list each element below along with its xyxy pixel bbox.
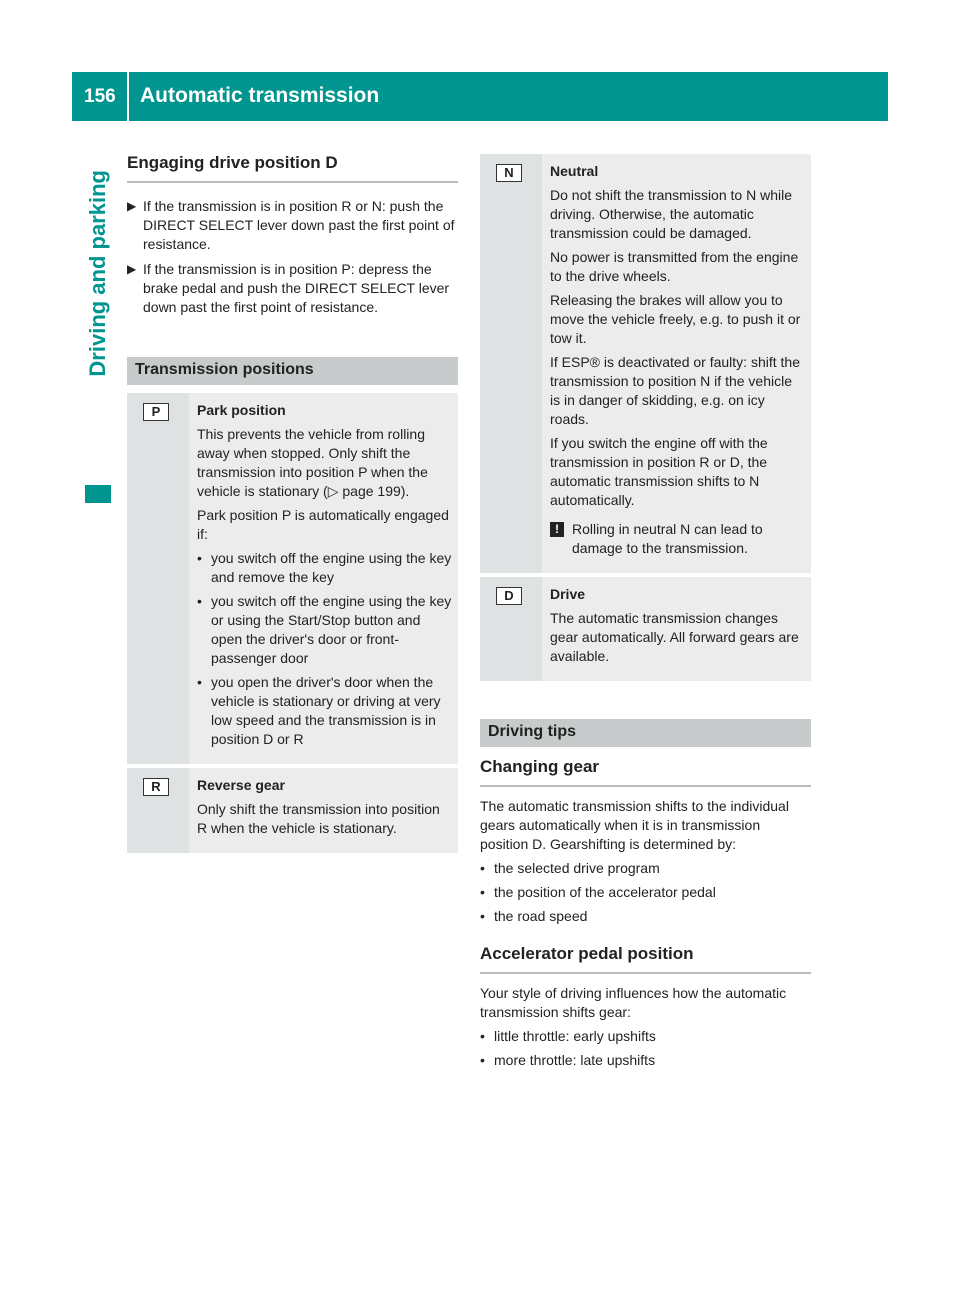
bullet-icon: •: [480, 860, 485, 876]
table-row: [480, 154, 811, 573]
row-text: This prevents the vehicle from rolling away when stopped. Only shift the transmission into position P when the vehicle is stationary (▷ page 199).: [197, 426, 428, 499]
key-cell: [127, 768, 189, 853]
body-text: Your style of driving influences how the automatic transmission shifts gear:: [480, 985, 787, 1020]
step-text: If the transmission is in position P: depress the brake pedal and push the DIRECT SELECT lever down past the first point of resistance.: [143, 261, 450, 315]
step-item: [127, 197, 458, 254]
side-tab-label: Driving and parking: [85, 170, 110, 377]
left-column: [127, 153, 458, 853]
step-arrow-icon: ▶: [127, 199, 137, 213]
value-cell: [189, 768, 458, 853]
bullet-icon: •: [480, 908, 485, 924]
warning-icon: !: [550, 522, 564, 537]
bullet-icon: •: [197, 674, 202, 690]
row-text: Only shift the transmission into position R when the vehicle is stationary.: [197, 801, 440, 836]
bullet-item: • the selected drive program: [480, 860, 660, 876]
table-row: [480, 577, 811, 681]
bullet-item: • little throttle: early upshifts: [480, 1028, 656, 1044]
side-tab-marker: [85, 485, 111, 503]
key-cell: [480, 154, 542, 573]
key-cell: [480, 577, 542, 681]
bullet-item: • you switch off the engine using the key or using the Start/Stop button and open the driver's door or front-passenger door: [197, 593, 452, 666]
step-arrow-icon: ▶: [127, 262, 137, 276]
row-text: If ESP® is deactivated or faulty: shift the transmission to position N if the vehicle is in danger of skidding, e.g. on icy roads.: [550, 354, 800, 427]
chapter-title: Automatic transmission: [140, 84, 380, 107]
title-rule: [480, 972, 811, 974]
section-band-title: Transmission positions: [135, 361, 314, 378]
row-title: Drive: [550, 586, 586, 602]
section-band-title: Driving tips: [488, 723, 577, 740]
engaging-title: Engaging drive position D: [127, 153, 338, 172]
section-band: [480, 719, 811, 747]
bullet-icon: •: [480, 1028, 485, 1044]
key-cell: [127, 393, 189, 764]
bullet-item: • the road speed: [480, 908, 588, 924]
value-cell: [189, 393, 458, 764]
bullet-icon: •: [480, 884, 485, 900]
bullet-icon: •: [197, 550, 202, 566]
title-rule: [127, 181, 458, 183]
value-cell: [542, 154, 811, 573]
step-text: If the transmission is in position R or N: push the DIRECT SELECT lever down past the first point of resistance.: [143, 198, 455, 252]
row-title: Park position: [197, 402, 286, 418]
subsection-title: Changing gear: [480, 757, 600, 776]
chapter-header: [72, 72, 888, 121]
warning-note: [550, 520, 805, 558]
value-cell: [542, 577, 811, 681]
row-title: Reverse gear: [197, 777, 285, 793]
bullet-item: • you open the driver's door when the vehicle is stationary or driving at very low speed and the transmission is in position D or R: [197, 674, 441, 747]
page-number: 156: [84, 86, 116, 107]
gear-n-icon: N: [496, 164, 522, 182]
positions-table-cont: [480, 154, 811, 681]
body-text: The automatic transmission shifts to the individual gears automatically when it is in transmission position D. Gearshifting is determined by:: [480, 798, 789, 852]
bullet-item: • you switch off the engine using the key and remove the key: [197, 550, 452, 585]
title-rule: [480, 785, 811, 787]
table-row: [127, 393, 458, 764]
row-text: Releasing the brakes will allow you to move the vehicle freely, e.g. to push it or tow it.: [550, 292, 801, 346]
side-tab: [85, 170, 115, 470]
gear-r-icon: R: [143, 778, 169, 796]
row-title: Neutral: [550, 163, 599, 179]
bullet-icon: •: [197, 593, 202, 609]
gear-d-icon: D: [496, 587, 522, 605]
step-item: [127, 260, 458, 317]
row-text: Do not shift the transmission to N while driving. Otherwise, the automatic transmission could be damaged.: [550, 187, 792, 241]
row-text: Park position P is automatically engaged if:: [197, 507, 449, 542]
table-row: [127, 768, 458, 853]
section-band: [127, 357, 458, 385]
right-column: [480, 154, 811, 1075]
bullet-icon: •: [480, 1052, 485, 1068]
positions-table: [127, 393, 458, 853]
row-text: If you switch the engine off with the transmission in position R or D, the automatic transmission shifts to N automatically.: [550, 435, 768, 508]
bullet-item: • more throttle: late upshifts: [480, 1052, 656, 1068]
warning-text: Rolling in neutral N can lead to damage to the transmission.: [572, 521, 763, 556]
gear-p-icon: P: [143, 403, 169, 421]
bullet-item: • the position of the accelerator pedal: [480, 884, 716, 900]
subsection-title: Accelerator pedal position: [480, 944, 694, 963]
header-divider: [127, 72, 129, 121]
row-text: No power is transmitted from the engine to the drive wheels.: [550, 249, 799, 284]
row-text: The automatic transmission changes gear automatically. All forward gears are available.: [550, 610, 799, 664]
